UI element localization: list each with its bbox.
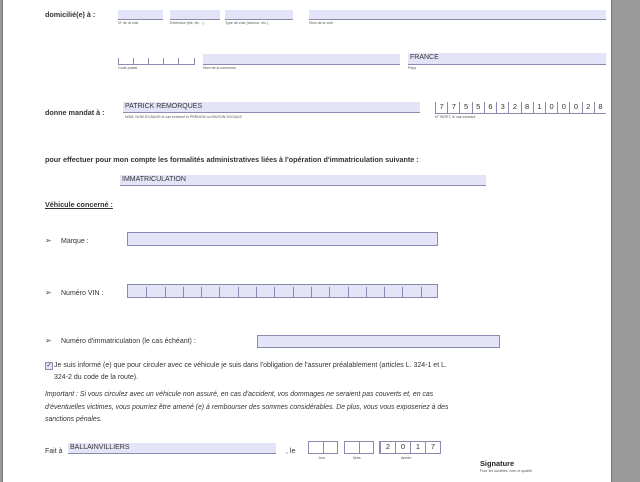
important-line2: d'éventuelles victimes, vous pourriez être amené (e) à rembourser des sommes considérables. De plus, vous vous exposeriez à des: [45, 403, 449, 411]
immat-field[interactable]: [257, 335, 500, 348]
vin-cell-divider: [329, 287, 330, 297]
siret-digit: 5: [472, 102, 484, 113]
vin-cell-divider: [384, 287, 385, 297]
vin-cell-divider: [366, 287, 367, 297]
vin-label: Numéro VIN :: [61, 290, 104, 297]
caption-street-extension: Extension (bis, ter, ..): [170, 21, 204, 25]
siret-digit: 1: [533, 102, 545, 113]
vin-cell-divider: [256, 287, 257, 297]
fait-place-field[interactable]: BALLAINVILLIERS: [68, 443, 276, 454]
marque-label: Marque :: [61, 238, 89, 245]
year-field[interactable]: [379, 441, 441, 454]
postal-code-field[interactable]: [118, 55, 195, 65]
vehicle-heading: Véhicule concerné :: [45, 200, 113, 209]
vin-cell-divider: [146, 287, 147, 297]
caption-month: Mois: [353, 456, 361, 460]
vin-cell-divider: [421, 287, 422, 297]
vin-cell-divider: [293, 287, 294, 297]
caption-street-name: Nom de la voie: [309, 21, 333, 25]
caption-mandatary-name: NOM, NOM D'USAGE le cas échéant et PRÉNOM ou RAISON SOCIALE: [125, 115, 242, 119]
domicile-label: domicilié(e) à :: [45, 10, 96, 19]
vin-cell-divider: [183, 287, 184, 297]
year-digit: 2: [380, 442, 395, 453]
caption-postal-code: Code postal: [118, 66, 138, 70]
purpose-text: pour effectuer pour mon compte les formalités administratives liées à l'opération d'immatriculation suivante :: [45, 155, 419, 164]
signature-label: Signature: [480, 459, 515, 468]
operation-field[interactable]: IMMATRICULATION: [120, 175, 486, 186]
year-digit: 7: [425, 442, 440, 453]
vin-cell-divider: [311, 287, 312, 297]
arrow-bullet-icon: ➢: [45, 236, 52, 245]
fait-label: Fait à: [45, 448, 63, 455]
vin-field[interactable]: [127, 284, 438, 298]
caption-street-type: Type de voie (avenue, etc.): [225, 21, 269, 25]
mandat-label: donne mandat à :: [45, 108, 105, 117]
street-name-field[interactable]: [309, 10, 606, 20]
arrow-bullet-icon: ➢: [45, 336, 52, 345]
vin-cell-divider: [238, 287, 239, 297]
important-notice: [45, 389, 448, 427]
siret-digit: 6: [484, 102, 496, 113]
mandatary-name-field[interactable]: PATRICK REMORQUES: [123, 102, 420, 113]
immat-label: Numéro d'immatriculation (le cas échéant) :: [61, 338, 196, 345]
siret-digit: 2: [582, 102, 594, 113]
city-field[interactable]: [203, 54, 400, 65]
vin-cell-divider: [402, 287, 403, 297]
street-number-field[interactable]: [118, 10, 163, 20]
siret-digit: 3: [496, 102, 508, 113]
day-field[interactable]: [308, 441, 338, 454]
siret-field[interactable]: [435, 102, 606, 114]
siret-digit: 7: [447, 102, 459, 113]
vin-cell-divider: [219, 287, 220, 297]
vin-cell-divider: [274, 287, 275, 297]
caption-year: Année: [401, 456, 412, 460]
siret-digit: 0: [569, 102, 581, 113]
insurance-line1: Je suis informé (e) que pour circuler avec ce véhicule je suis dans l'obligation de l'assurer préalablement (articles L. 324-1 et L.: [54, 362, 447, 369]
siret-digit: 0: [557, 102, 569, 113]
siret-digit: 7: [435, 102, 447, 113]
siret-digit: 8: [521, 102, 533, 113]
siret-digit: 8: [594, 102, 606, 113]
caption-day: Jour: [318, 456, 325, 460]
mandate-form-page: [2, 0, 612, 482]
siret-digit: 2: [508, 102, 520, 113]
caption-siret: N° SIRET, le cas échéant: [435, 115, 476, 119]
caption-city: Nom de la commune: [203, 66, 237, 70]
vin-cell-divider: [201, 287, 202, 297]
street-extension-field[interactable]: [170, 10, 220, 20]
important-line3: sanctions pénales.: [45, 416, 103, 423]
caption-signature: Pour les sociétés, nom et qualité: [480, 469, 532, 473]
siret-digit: 5: [459, 102, 471, 113]
street-type-field[interactable]: [225, 10, 293, 20]
date-le-label: , le: [286, 448, 296, 455]
caption-street-number: N° de la voie: [118, 21, 139, 25]
insurance-line2: 324-2 du code de la route).: [54, 374, 139, 381]
year-digit: 1: [410, 442, 425, 453]
vin-cell-divider: [165, 287, 166, 297]
caption-country: Pays: [408, 66, 416, 70]
marque-field[interactable]: [127, 232, 438, 246]
insurance-checkbox[interactable]: ✓: [46, 363, 52, 369]
country-field[interactable]: FRANCE: [408, 53, 606, 65]
month-field[interactable]: [344, 441, 374, 454]
vin-cell-divider: [348, 287, 349, 297]
arrow-bullet-icon: ➢: [45, 288, 52, 297]
important-line1: Important : Si vous circulez avec un véhicule non assuré, en cas d'accident, vos dommages ne seraient pas couverts et, en cas: [45, 391, 434, 398]
year-digit: 0: [395, 442, 410, 453]
siret-digit: 0: [545, 102, 557, 113]
